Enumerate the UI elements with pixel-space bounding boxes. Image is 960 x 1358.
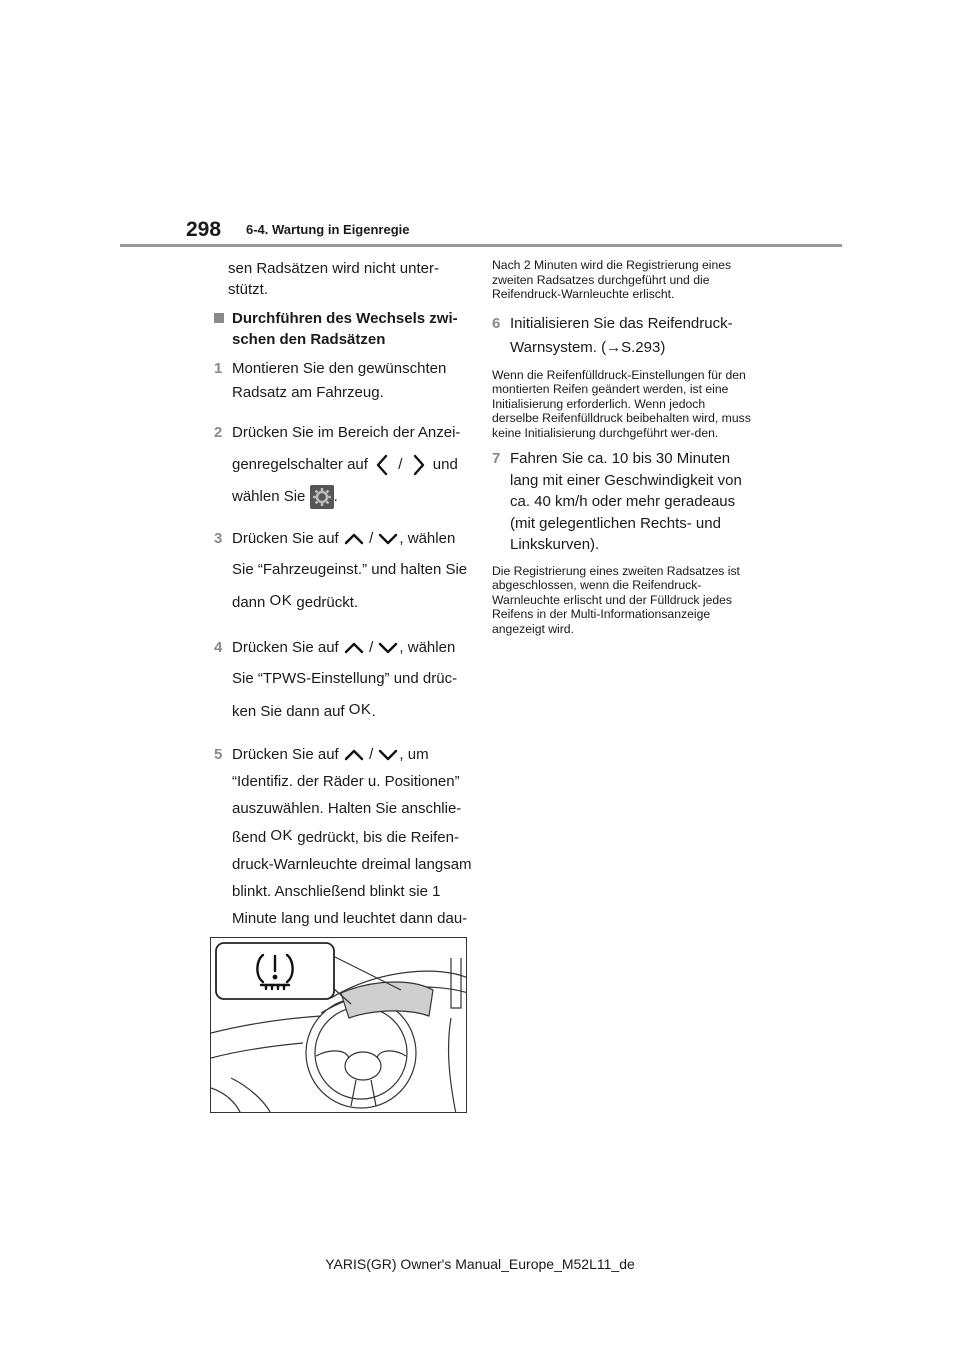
subheading-line-2: schen den Radsätzen xyxy=(232,331,386,348)
step-1-line-2: Radsatz am Fahrzeug. xyxy=(232,384,384,401)
step-7 xyxy=(492,448,754,556)
ok-button-label: OK xyxy=(270,827,294,844)
step-4-text: , wählen xyxy=(399,639,456,656)
step-7-line-4: (mit gelegentlichen Rechts- und xyxy=(510,514,721,532)
step-4-line-1 xyxy=(232,632,474,663)
step-5-text: Drücken Sie auf xyxy=(232,746,339,763)
step-7-line-2: lang mit einer Geschwindigkeit von xyxy=(510,471,742,489)
step-3-line-2: Sie “Fahrzeugeinst.” und halten Sie xyxy=(232,561,468,578)
step-5-text: ßend xyxy=(232,829,267,846)
step-2-line-1: Drücken Sie im Bereich der Anzei- xyxy=(232,424,461,441)
period: . xyxy=(333,488,338,505)
step-5-line-3: auszuwählen. Halten Sie anschlie- xyxy=(232,800,462,817)
step-5-text: , um xyxy=(399,746,429,763)
gear-icon xyxy=(310,485,334,509)
chevron-down-icon xyxy=(377,746,399,764)
slash: / xyxy=(369,530,374,547)
chevron-up-icon xyxy=(343,530,365,548)
step-5-line-7: Minute lang und leuchtet dann dau- xyxy=(232,910,468,927)
step-number: 5 xyxy=(214,746,223,763)
right-column xyxy=(492,258,754,636)
step-4-text: Drücken Sie auf xyxy=(232,639,339,656)
step-3-text: Drücken Sie auf xyxy=(232,530,339,547)
step-number: 4 xyxy=(214,639,223,656)
reference-arrow-icon: → xyxy=(606,338,622,356)
chevron-right-icon xyxy=(407,453,429,477)
slash: / xyxy=(369,639,374,656)
step-3-line-3 xyxy=(232,585,474,618)
step-5-line-2: “Identifiz. der Räder u. Positionen” xyxy=(232,773,460,790)
step-7-line-1: Fahren Sie ca. 10 bis 30 Minuten xyxy=(510,450,731,467)
step-7-line-5: Linkskurven). xyxy=(510,536,600,553)
step-4-line-3 xyxy=(232,694,474,727)
step-6-text: Warnsystem. ( xyxy=(510,338,607,356)
step-3 xyxy=(214,523,474,618)
step-1-line-1: Montieren Sie den gewünschten xyxy=(232,360,447,377)
note-initialization: Wenn die Reifenfülldruck-Einstellungen für den montierten Reifen geändert werden, ist eine Initialisierung erforderlich. Wenn jedoch derselbe Reifenfülldruck beibehalten wird, muss keine Initialisierung durchgeführt wer-den. xyxy=(492,367,751,440)
intro-line-2: stützt. xyxy=(228,281,269,298)
section-title: 6-4. Wartung in Eigenregie xyxy=(246,222,410,237)
note-completion: Die Registrierung eines zweiten Radsatzes ist abgeschlossen, wenn die Reifendruck-Warnleuchte erlischt und der Fülldruck jedes Reifens in der Multi-Informationsanzeige angezeigt wird. xyxy=(492,563,740,636)
chevron-up-icon xyxy=(343,746,365,764)
step-number: 7 xyxy=(492,450,501,467)
slash: / xyxy=(369,746,374,763)
step-2-line-2 xyxy=(232,449,474,481)
square-bullet-icon xyxy=(214,313,224,323)
step-5-line-5: druck-Warnleuchte dreimal langsam xyxy=(232,856,472,873)
dashboard-illustration xyxy=(210,937,467,1113)
ok-button-label: OK xyxy=(269,592,293,609)
step-2 xyxy=(214,417,474,513)
period: . xyxy=(371,703,376,720)
step-5-line-1 xyxy=(232,741,474,768)
step-2-text: wählen Sie xyxy=(232,488,306,505)
step-5-line-6: blinkt. Anschließend blinkt sie 1 xyxy=(232,883,441,900)
header-divider xyxy=(120,244,842,247)
step-number: 2 xyxy=(214,424,223,441)
step-5 xyxy=(214,741,474,959)
intro-line-1: sen Radsätzen wird nicht unter- xyxy=(228,260,439,277)
chevron-down-icon xyxy=(377,530,399,548)
step-4 xyxy=(214,632,474,727)
step-5-line-4 xyxy=(232,822,474,851)
footer-text: YARIS(GR) Owner's Manual_Europe_M52L11_de xyxy=(325,1256,635,1272)
step-number: 6 xyxy=(492,314,501,332)
step-3-line-1 xyxy=(232,523,474,554)
step-6-line-2 xyxy=(510,336,754,360)
step-4-line-2: Sie “TPWS-Einstellung” und drüc- xyxy=(232,670,458,687)
step-2-text: genregelschalter auf xyxy=(232,456,368,473)
left-column xyxy=(214,258,474,959)
step-4-text: ken Sie dann auf xyxy=(232,703,345,720)
step-6-line-1: Initialisieren Sie das Reifendruck- xyxy=(510,314,733,332)
step-3-text: gedrückt. xyxy=(296,594,359,611)
subheading-line-1: Durchführen des Wechsels zwi- xyxy=(232,310,458,327)
step-number: 1 xyxy=(214,360,223,377)
slash: / xyxy=(398,456,403,473)
subheading xyxy=(214,308,474,350)
step-1 xyxy=(214,357,474,405)
step-7-line-3: ca. 40 km/h oder mehr geradeaus xyxy=(510,493,736,510)
step-5-text: gedrückt, bis die Reifen- xyxy=(297,829,459,846)
step-6 xyxy=(492,312,754,360)
page-reference-link[interactable]: S.293) xyxy=(621,338,666,356)
page-number: 298 xyxy=(186,218,222,241)
chevron-up-icon xyxy=(343,639,365,657)
step-2-line-3 xyxy=(232,481,474,513)
ok-button-label: OK xyxy=(348,701,372,718)
step-3-text: , wählen xyxy=(399,530,456,547)
step-3-text: dann xyxy=(232,594,266,611)
step-2-text: und xyxy=(432,456,458,473)
step-number: 3 xyxy=(214,530,223,547)
chevron-left-icon xyxy=(372,453,394,477)
chevron-down-icon xyxy=(377,639,399,657)
steering-wheel-drawing xyxy=(211,938,467,1113)
note-registration: Nach 2 Minuten wird die Registrierung eines zweiten Radsatzes durchgeführt und die Reifendruck-Warnleuchte erlischt. xyxy=(492,258,732,301)
